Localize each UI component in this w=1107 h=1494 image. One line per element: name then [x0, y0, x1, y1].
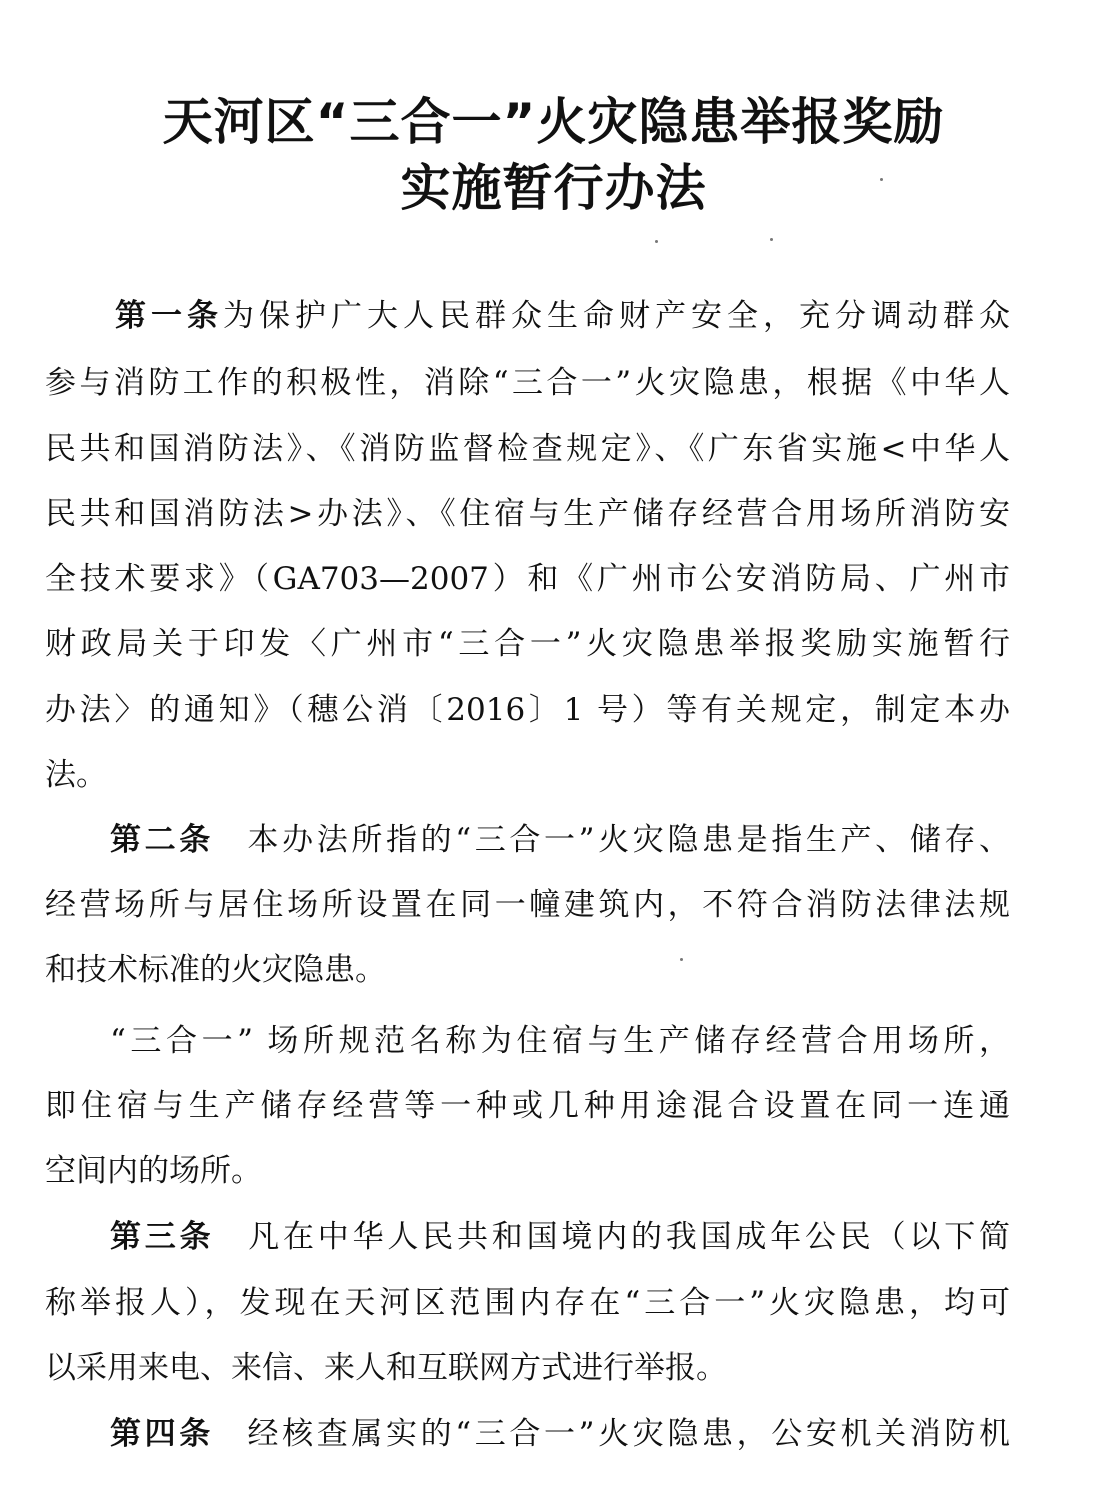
article-2-line: 第二条 本办法所指的“三合一”火灾隐患是指生产、储存、: [110, 822, 1011, 858]
article-1-line: 第一条为保护广大人民群众生命财产安全，充分调动群众: [115, 298, 1010, 334]
document-title-line-2: 实施暂行办法: [400, 159, 707, 217]
article-1-heading: 第一条: [115, 298, 223, 334]
article-1-line: 办法〉的通知》（穗公消〔2016〕1 号）等有关规定，制定本办: [45, 692, 1010, 728]
scan-speck: [880, 178, 883, 181]
article-3-line: 称举报人），发现在天河区范围内存在“三合一”火灾隐患，均可: [45, 1285, 1010, 1321]
article-2-line: 经营场所与居住场所设置在同一幢建筑内，不符合消防法律法规: [45, 887, 1010, 923]
scan-speck: [655, 240, 658, 243]
article-1-line: 全技术要求》（GA703—2007）和《广州市公安消防局、广州市: [45, 561, 1010, 597]
article-1-line: 民共和国消防法》、《消防监督检查规定》、《广东省实施<中华人: [45, 431, 1010, 467]
article-4-line: 第四条 经核查属实的“三合一”火灾隐患，公安机关消防机: [110, 1416, 1011, 1452]
article-2-para-2-line: 即住宿与生产储存经营等一种或几种用途混合设置在同一连通: [45, 1088, 1010, 1124]
article-1-line: 民共和国消防法>办法》、《住宿与生产储存经营合用场所消防安: [45, 496, 1010, 532]
article-2-para-2-line: 空间内的场所。: [45, 1153, 262, 1189]
article-4-heading: 第四条: [110, 1416, 214, 1452]
article-2-heading: 第二条: [110, 822, 214, 858]
article-1-line: 法。: [45, 757, 107, 793]
article-1-line: 财政局关于印发〈广州市“三合一”火灾隐患举报奖励实施暂行: [45, 626, 1010, 662]
article-3-heading: 第三条: [110, 1219, 215, 1255]
article-1-line: 参与消防工作的积极性，消除“三合一”火灾隐患，根据《中华人: [45, 365, 1010, 401]
article-2-line: 和技术标准的火灾隐患。: [45, 952, 386, 988]
article-2-para-2-line: “三合一” 场所规范名称为住宿与生产储存经营合用场所，: [110, 1023, 1010, 1059]
article-3-line: 以采用来电、来信、来人和互联网方式进行举报。: [45, 1350, 727, 1386]
scan-speck: [770, 238, 773, 241]
document-title-line-1: 天河区“三合一”火灾隐患举报奖励: [162, 93, 945, 151]
article-3-line: 第三条 凡在中华人民共和国境内的我国成年公民（以下简: [110, 1219, 1011, 1255]
